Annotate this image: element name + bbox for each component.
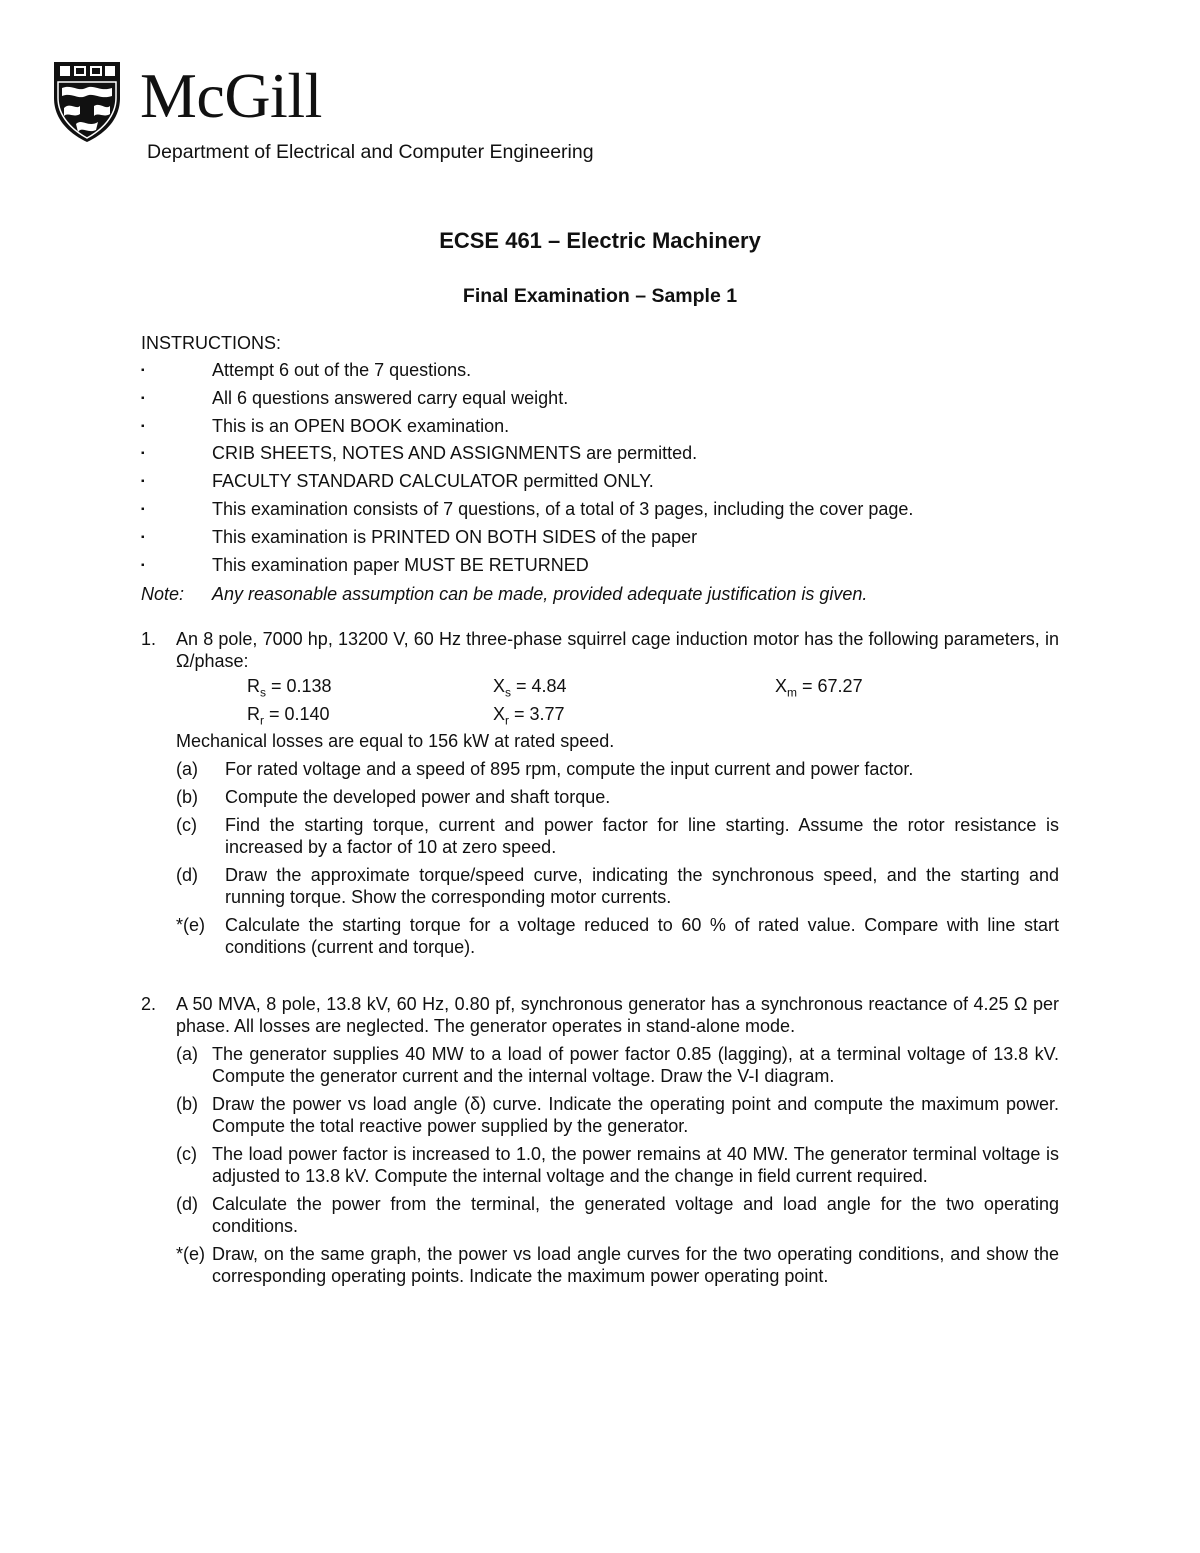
question-part: (d) Calculate the power from the terminal, the generated voltage and load angle for the two operating conditions. [176,1194,1059,1236]
question-part: (d) Draw the approximate torque/speed curve, indicating the synchronous speed, and the starting and running torque. Show the corresponding motor currents. [176,865,1059,907]
institution-wordmark: McGill [140,60,322,131]
bullet-icon: ▪ [141,531,145,543]
param-xs: $X_s = 4.84$ [493,676,567,700]
question-number: 2. [141,994,157,1014]
bullet-icon: ▪ [141,476,145,488]
question-part: *(e) Draw, on the same graph, the power vs load angle curves for the two operating conditions, and show the corresponding operating points. Indicate the maximum power operating point. [176,1244,1059,1286]
bullet-icon: ▪ [141,365,145,376]
question-intro: A 50 MVA, 8 pole, 13.8 kV, 60 Hz, 0.80 pf, synchronous generator has a synchronous reactance of 4.25 Ω per phase. All losses are neglected. The generator operates in stand-alone mode. [176,994,1059,1036]
instructions-note [141,584,868,605]
exam-title: Final Examination – Sample 1 [462,285,738,307]
note-label: Note: [141,584,185,604]
question-part: (a) For rated voltage and a speed of 895 rpm, compute the input current and power factor. [176,759,914,779]
bullet-icon: ▪ [141,503,145,515]
param-xm: $X_m = 67.27$ [775,676,863,700]
note-text: Any reasonable assumption can be made, provided adequate justification is given. [212,584,868,604]
question-parts [176,1043,1059,1287]
mcgill-crest-icon [52,58,122,144]
bullet-icon: ▪ [141,420,145,432]
param-rr: $R_r = 0.140$ [247,704,330,728]
question-part: (b) Draw the power vs load angle (δ) curve. Indicate the operating point and compute the maximum power. Compute the total reactive power supplied by the generator. [176,1094,1059,1136]
question-intro: An 8 pole, 7000 hp, 13200 V, 60 Hz three-phase squirrel cage induction motor has the following parameters, in Ω/phase: [176,629,1059,671]
motor-parameters [176,672,1059,728]
instructions-heading: INSTRUCTIONS: [141,333,282,353]
question-part: (c) The load power factor is increased to 1.0, the power remains at 40 MW. The generator terminal voltage is adjusted to 13.8 kV. Compute the internal voltage and the change in field current required. [176,1144,1059,1186]
param-rs: $R_s = 0.138$ [247,676,332,700]
question-part: *(e) Calculate the starting torque for a voltage reduced to 60 % of rated value. Compare with line start conditions (current and torque). [176,915,1059,957]
question-2 [141,993,1059,1293]
question-part: (b) Compute the developed power and shaft torque. [176,787,611,807]
bullet-icon: ▪ [141,448,145,460]
department-name: Department of Electrical and Computer Engineering [147,141,594,163]
exam-page: McGill Department of Electrical and Computer Engineering ECSE 461 – Electric Machinery Final Examination – Sample 1 INSTRUCTIONS: ▪ Attempt 6 out of the 7 questions. ▪ All 6 questions answered carry equal weight. ▪ This is an OPEN BOOK examination. ▪ CRIB SHEETS, NOTES AND ASSIGNMENTS are permitted. ▪ FACULTY STANDARD CALCULATOR permitted ONLY. ▪ This examination consists of 7 questions, of a total of 3 pages, including the cover page. ▪ This examination is PRINTED ON BOTH SIDES of the paper ▪ This examination paper MUST BE RETURNED Note: Any reasonable assumption can be made, provided adequate justification is given. 1. An 8 pole, 7000 hp, 13200 V, 60 Hz three-phase squirrel cage induction motor has the following parameters, in Ω/phase: $R_s = 0.138$ $X_s = 4.84$ $X_m = 67.27$ $R_r = 0.140$ $X_r = 3.77$ Mechanical losses are equal to 156 kW at rated speed. (a) For rated voltage and a speed of 895 rpm, compute the input current and power factor. (b) Compute the developed power and shaft torque. (c) Find the starting torque, current and power factor for line starting. Assume the rotor resistance is increased by a factor of 10 at zero speed. (d) Draw the approximate torque/speed curve, indicating the synchronous speed, and the starting and running torque. Show the corresponding motor currents. *(e) Calculate the starting torque for a voltage reduced to 60 % of rated value. Compare with line start conditions (current and torque). 2. A 50 MVA, 8 pole, 13.8 kV, 60 Hz, 0.80 pf, synchronous generator has a synchronous reactance of 4.25 Ω per phase. All losses are neglected. The generator operates in stand-alone mode. (a) The generator supplies 40 MW to a load of power factor 0.85 (lagging), at a terminal voltage of 13.8 kV. Compute the generator current and the internal voltage. Draw the V-I diagram. (b) Draw the power vs load angle (δ) curve. Indicate the operating point and compute the maximum power. Compute the total reactive power supplied by the generator. (c) The load power factor is increased to 1.0, the power remains at 40 MW. The generator terminal voltage is adjusted to 13.8 kV. Compute the internal voltage and the change in field current required. (d) Calculate the power from the terminal, the generated voltage and load angle for the two operating conditions. *(e) Draw, on the same graph, the power vs load angle curves for the two operating conditions, and show the corresponding operating points. Indicate the maximum power operating point. [0,0,1200,1553]
course-title: ECSE 461 – Electric Machinery [439,228,761,253]
param-xr: $X_r = 3.77$ [493,704,565,728]
mechanical-losses: Mechanical losses are equal to 156 kW at rated speed. [176,731,615,751]
bullet-icon: ▪ [141,559,145,571]
question-number: 1. [141,629,157,649]
question-parts [176,758,1059,958]
question-part: (c) Find the starting torque, current and power factor for line starting. Assume the rotor resistance is increased by a factor of 10 at zero speed. [176,815,1059,857]
bullet-icon: ▪ [141,392,145,404]
question-part: (a) The generator supplies 40 MW to a load of power factor 0.85 (lagging), at a terminal voltage of 13.8 kV. Compute the generator current and the internal voltage. Draw the V-I diagram. [176,1044,1059,1086]
question-1 [141,628,1059,964]
